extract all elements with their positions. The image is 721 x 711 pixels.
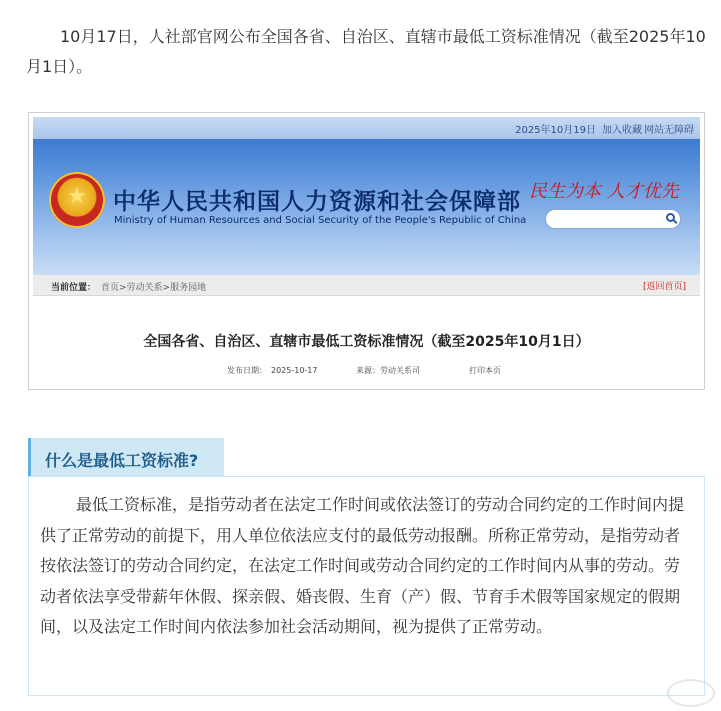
- accessibility-link[interactable]: 网站无障碍: [644, 125, 694, 136]
- watermark-logo-icon: [667, 679, 715, 707]
- embedded-screenshot: [28, 112, 705, 390]
- location-label: 当前位置：: [51, 283, 97, 293]
- ministry-banner: [33, 117, 700, 275]
- section-body: 最低工资标准，是指劳动者在法定工作时间或依法签订的劳动合同约定的工作时间内提供了正常劳动的前提下，用人单位依法应支付的最低劳动报酬。所称正常劳动，是指劳动者按依法签订的劳动合同约定，在法定工作时间或劳动合同约定的工作时间内从事的劳动。劳动者依法享受带薪年休假、探亲假、婚丧假、生育（产）假、节育手术假等国家规定的假期间，以及法定工作时间内依法参加社会活动期间，视为提供了正常劳动。: [40, 495, 685, 636]
- search-icon[interactable]: [666, 213, 675, 222]
- ministry-name-en: Ministry of Human Resources and Social Security of the People's Republic of China: [114, 215, 527, 226]
- intro-paragraph: 10月17日，人社部官网公布全国各省、自治区、直辖市最低工资标准情况（截至2025年10月1日）。: [26, 27, 706, 76]
- national-emblem-icon: ★: [49, 172, 105, 228]
- breadcrumb[interactable]: 首页>劳动关系>服务园地: [101, 283, 207, 293]
- document-title: 全国各省、自治区、直辖市最低工资标准情况（截至2025年10月1日）: [143, 334, 590, 350]
- banner-search-input[interactable]: [545, 209, 681, 229]
- section-heading-box: [28, 438, 224, 476]
- ministry-name-cn: 中华人民共和国人力资源和社会保障部: [113, 189, 521, 215]
- add-favorite-link[interactable]: 加入收藏: [602, 125, 642, 136]
- source: 来源：劳动关系司: [356, 366, 420, 375]
- section-heading: 什么是最低工资标准?: [45, 451, 199, 470]
- print-link[interactable]: 打印本页: [469, 366, 501, 375]
- breadcrumb-bar: [33, 275, 700, 296]
- back-home-link[interactable]: [返回首页]: [642, 282, 686, 292]
- publish-date: 发布日期： 2025-10-17: [227, 366, 318, 375]
- banner-date: 2025年10月19日: [515, 125, 596, 136]
- banner-top-bar: [33, 117, 700, 139]
- slogan: 民生为本 人才优先: [529, 181, 679, 202]
